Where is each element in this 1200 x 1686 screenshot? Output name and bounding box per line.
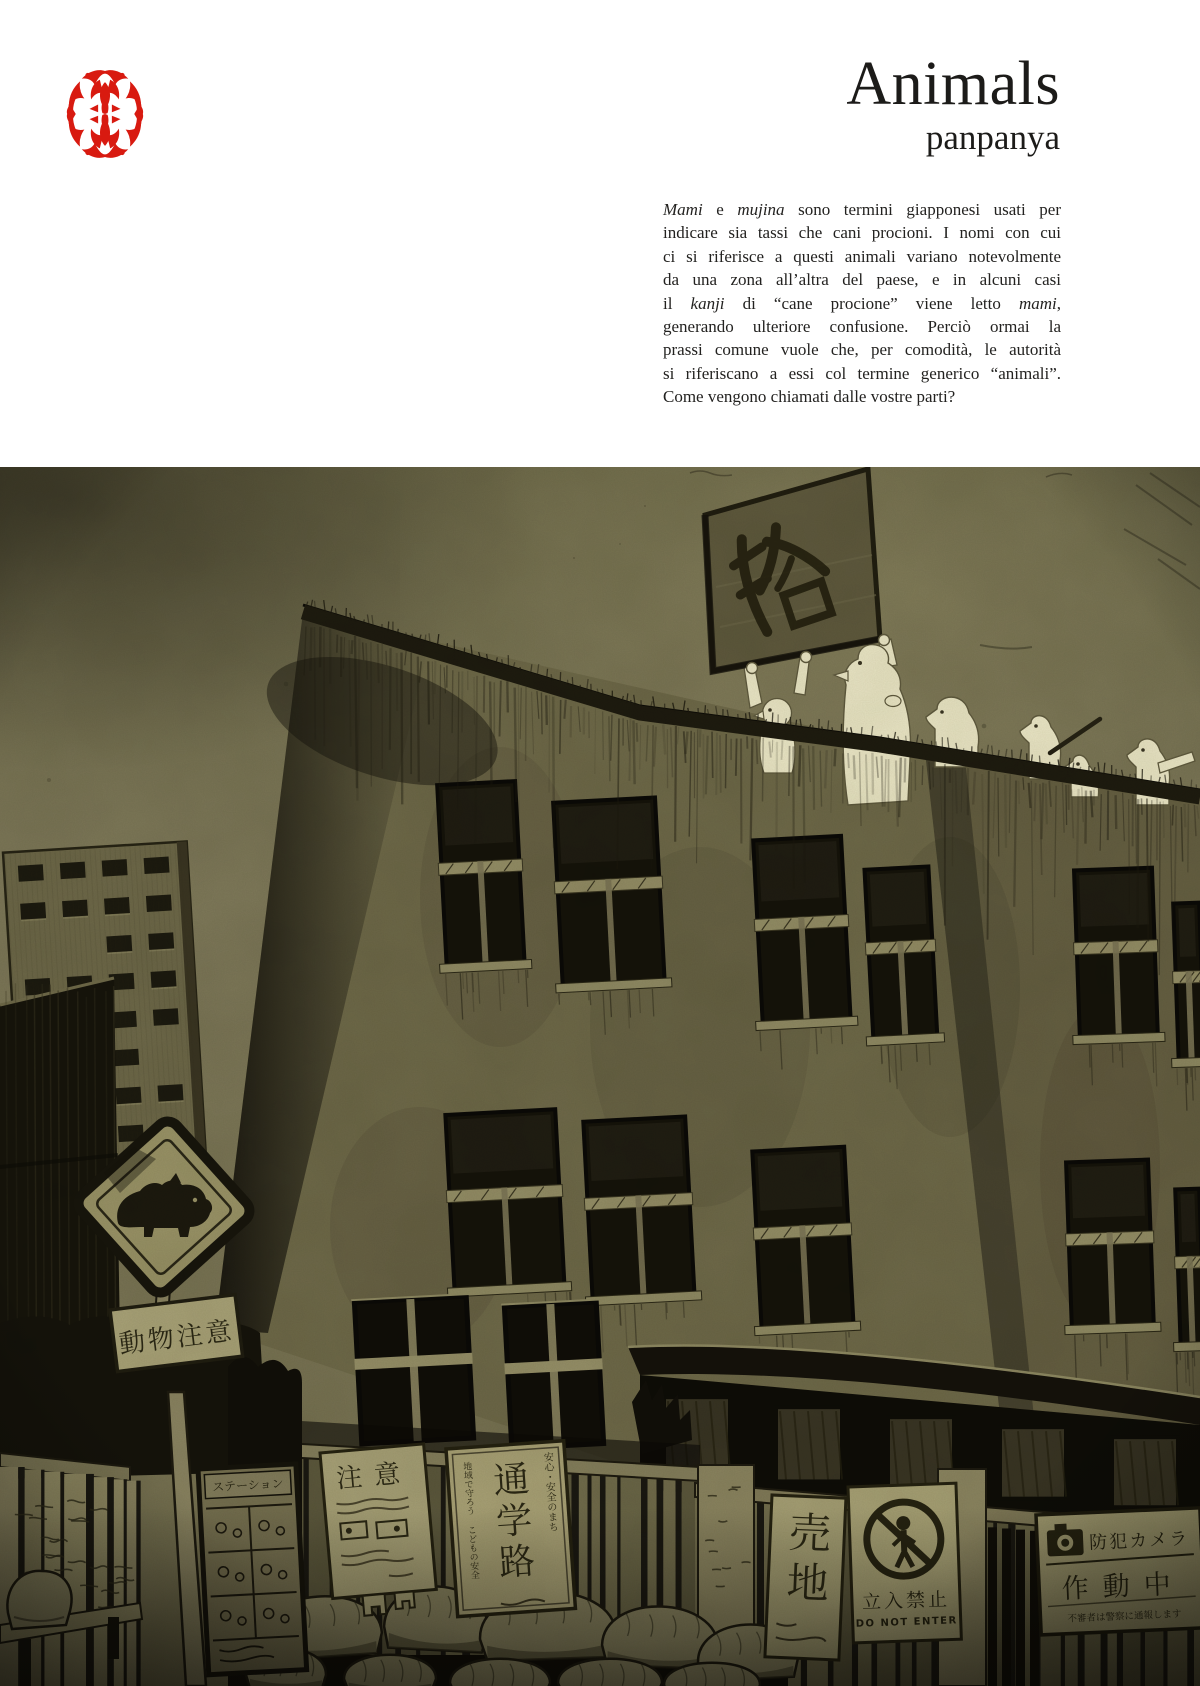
vignette [0,467,1200,1686]
scene-svg [0,467,1200,1686]
publisher-logo-icon [62,64,148,164]
intro-paragraph: Mami e mujina sono termini giapponesi usati per indicare sia tassi che cani procioni. I nomi con cui ci si riferisce a questi animali variano notevolmente da una zona all’altra del paese, e in alcuni casi il kanji di “cane procione” viene letto mami, generando ulteriore confusione. Perciò ormai la prassi comune vuole che, per comodità, le autorità si riferiscano a essi col termine generico “animali”. Come vengono chiamati dalle vostre parti? [663,200,1062,407]
book-author: panpanya [925,118,1060,158]
bottom-shadow [0,1507,1200,1686]
cover-illustration [0,467,1200,1686]
title-block [846,52,1060,158]
book-title: Animals [846,50,1060,118]
